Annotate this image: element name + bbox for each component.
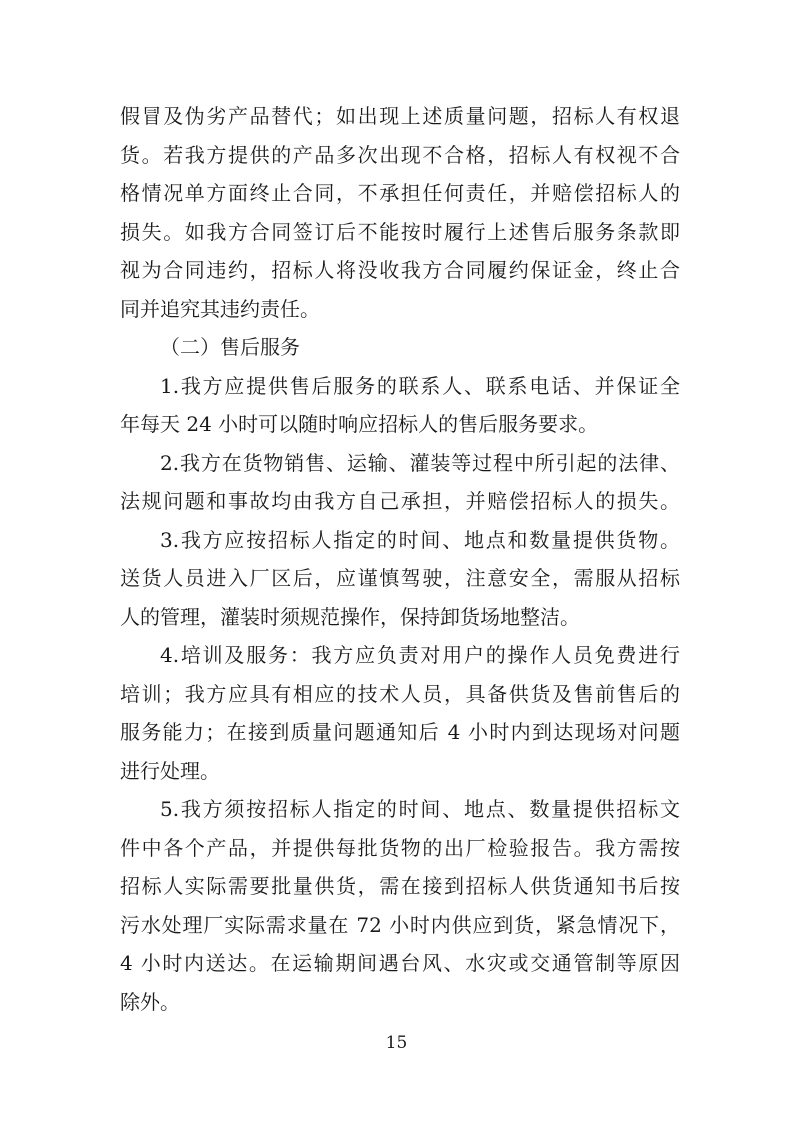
text-line: 除外。 bbox=[120, 989, 180, 1014]
text-line: 进行处理。 bbox=[120, 758, 220, 783]
text-line: 年每天 24 小时可以随时响应招标人的售后服务要求。 bbox=[120, 412, 599, 436]
text-line: 污水处理厂实际需求量在 72 小时内供应到货，紧急情况下， bbox=[120, 912, 680, 937]
text-line: 送货人员进入厂区后，应谨慎驾驶，注意安全，需服从招标 bbox=[120, 566, 680, 590]
text-line: 同并追究其违约责任。 bbox=[120, 296, 320, 321]
text-line: 货。若我方提供的产品多次出现不合格，招标人有权视不合 bbox=[120, 142, 680, 167]
text-line: 招标人实际需要批量供货，需在接到招标人供货通知书后按 bbox=[120, 874, 680, 898]
text-line: 视为合同违约，招标人将没收我方合同履约保证金，终止合 bbox=[120, 258, 680, 282]
text-line: 2.我方在货物销售、运输、灌装等过程中所引起的法律、 bbox=[160, 450, 680, 475]
text-line: 假冒及伪劣产品替代；如出现上述质量问题，招标人有权退 bbox=[120, 104, 680, 128]
text-line: 人的管理，灌装时须规范操作，保持卸货场地整洁。 bbox=[120, 604, 580, 629]
text-line: 服务能力；在接到质量问题通知后 4 小时内到达现场对问题 bbox=[120, 720, 680, 744]
text-line: 法规问题和事故均由我方自己承担，并赔偿招标人的损失。 bbox=[120, 489, 680, 513]
text-line: 5.我方须按招标人指定的时间、地点、数量提供招标文 bbox=[160, 797, 680, 821]
text-line: 4 小时内送达。在运输期间遇台风、水灾或交通管制等原因 bbox=[120, 951, 680, 975]
text-line: 1.我方应提供售后服务的联系人、联系电话、并保证全 bbox=[160, 373, 680, 398]
text-line: 培训；我方应具有相应的技术人员，具备供货及售前售后的 bbox=[120, 681, 680, 706]
text-line: 件中各个产品，并提供每批货物的出厂检验报告。我方需按 bbox=[120, 835, 680, 860]
text-line: 3.我方应按招标人指定的时间、地点和数量提供货物。 bbox=[160, 527, 680, 552]
page-number: 15 bbox=[385, 1033, 408, 1053]
text-line: 损失。如我方合同签订后不能按时履行上述售后服务条款即 bbox=[120, 219, 680, 244]
text-line: （二）售后服务 bbox=[160, 335, 300, 359]
text-line: 4.培训及服务：我方应负责对用户的操作人员免费进行 bbox=[160, 643, 680, 667]
body-text bbox=[120, 97, 680, 1021]
text-line: 格情况单方面终止合同，不承担任何责任，并赔偿招标人的 bbox=[120, 181, 680, 205]
